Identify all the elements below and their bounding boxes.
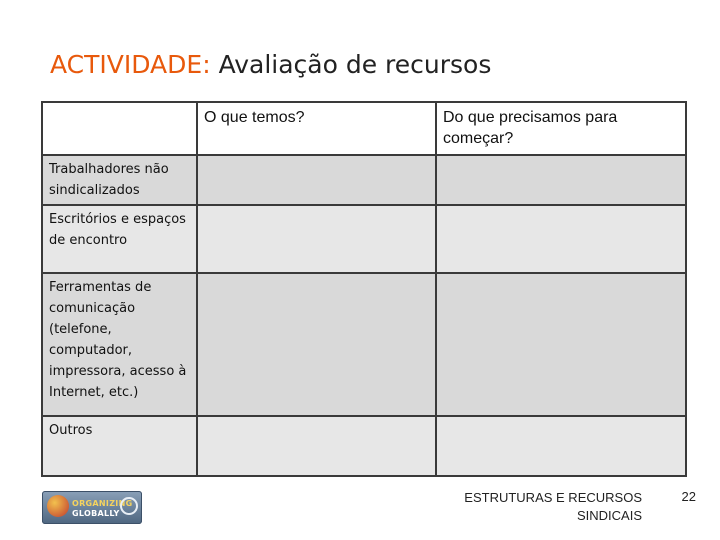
column-header-need: Do que precisamos para começar? (436, 102, 686, 155)
cell-need[interactable] (436, 155, 686, 205)
table-row (42, 416, 686, 476)
resource-table (41, 101, 687, 477)
gear-icon (120, 497, 138, 515)
organizing-globally-logo (42, 491, 142, 524)
logo-text-line2: GLOBALLY (72, 509, 120, 518)
cell-need[interactable] (436, 273, 686, 416)
row-label-other: Outros (42, 416, 197, 476)
slide-title (50, 50, 491, 79)
logo-text-line1: ORGANIZING (72, 499, 133, 508)
table-row (42, 205, 686, 273)
cell-have[interactable] (197, 205, 436, 273)
title-accent: ACTIVIDADE: (50, 50, 211, 79)
cell-need[interactable] (436, 205, 686, 273)
row-label-workers: Trabalhadores não sindicalizados (42, 155, 197, 205)
globe-icon (47, 495, 69, 517)
table-row (42, 273, 686, 416)
table-corner-cell (42, 102, 197, 155)
title-text: Avaliação de recursos (210, 50, 492, 79)
table-header-row (42, 102, 686, 155)
cell-need[interactable] (436, 416, 686, 476)
cell-have[interactable] (197, 155, 436, 205)
table-row (42, 155, 686, 205)
row-label-tools: Ferramentas de comunicação (telefone, computador, impressora, acesso à Internet, etc.) (42, 273, 197, 416)
cell-have[interactable] (197, 416, 436, 476)
page-number: 22 (681, 489, 696, 504)
footer-caption: ESTRUTURAS E RECURSOS SINDICAIS (464, 490, 642, 523)
row-label-offices: Escritórios e espaços de encontro (42, 205, 197, 273)
cell-have[interactable] (197, 273, 436, 416)
column-header-have: O que temos? (197, 102, 436, 155)
